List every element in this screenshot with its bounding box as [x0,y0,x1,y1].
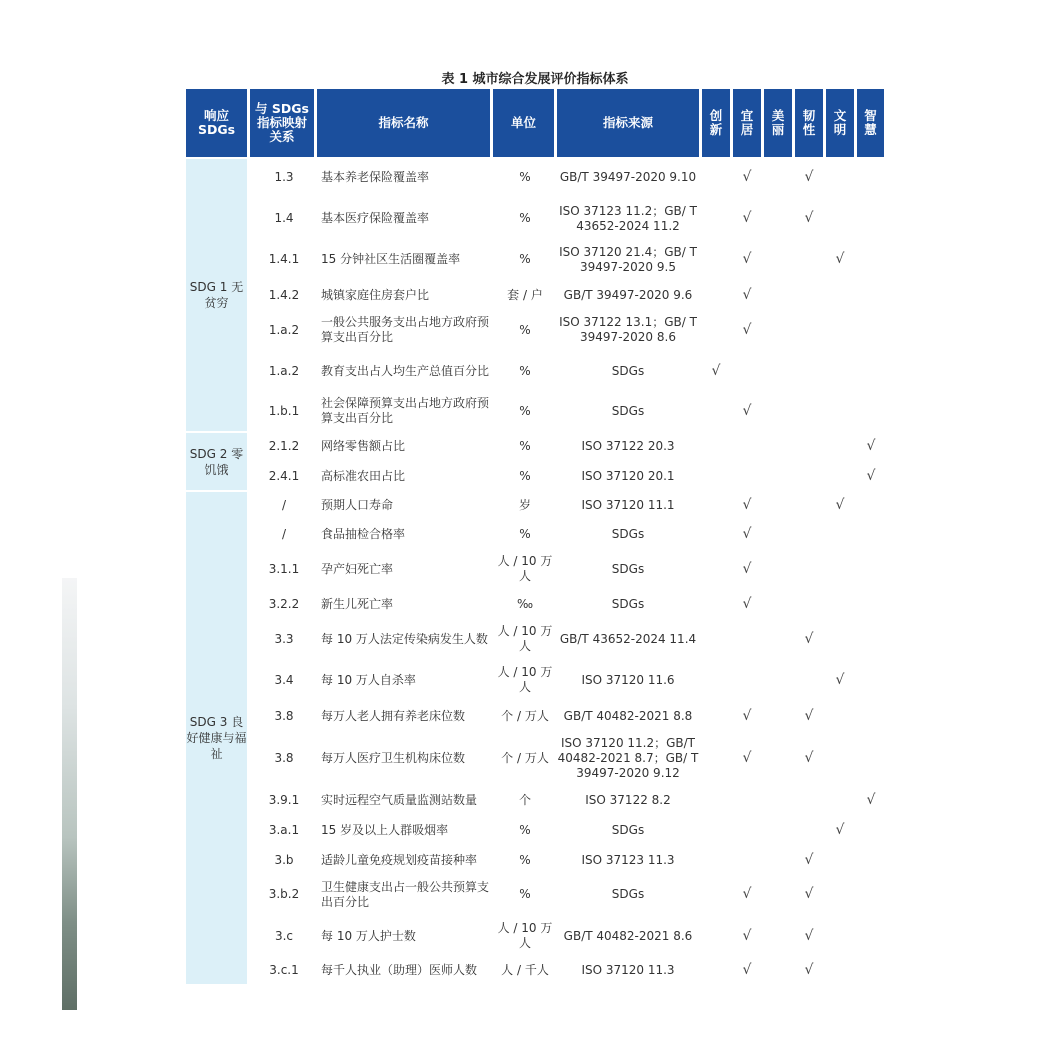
indicator-code [250,550,318,588]
check-mark-icon: √ [866,467,876,484]
indicator-code [250,590,318,618]
indicator-source-text: GB/T 40482-2021 8.8 [563,708,693,723]
indicator-unit-text: 个 / 万人 [501,750,549,765]
check-mark-icon: √ [804,851,814,868]
indicator-code [250,392,318,430]
indicator-name-text: 每万人老人拥有养老床位数 [321,708,466,723]
table-row [0,433,1061,460]
indicator-unit-text: 人 / 10 万人 [497,624,553,653]
indicator-code [250,492,318,518]
header-resilient: 韧性 [795,89,823,157]
indicator-source [557,433,699,460]
indicator-unit-text: 人 / 10 万人 [497,921,553,950]
indicator-unit-text: % [519,439,531,453]
header-indicator-name: 指标名称 [317,89,490,157]
indicator-code-text: 3.3 [274,631,294,646]
indicator-code [250,282,318,308]
indicator-source [557,786,699,814]
check-mark-icon: √ [866,438,876,454]
table-row [0,786,1061,814]
header-innovation: 创新 [702,89,730,157]
indicator-code-text: 3.8 [274,750,294,765]
indicator-unit [496,433,554,460]
indicator-unit [496,702,554,730]
indicator-source-text: SDGs [611,822,645,837]
indicator-code-text: 2.4.1 [268,468,300,483]
table-row [0,590,1061,618]
indicator-unit [496,846,554,874]
indicator-code [250,462,318,490]
check-mark-icon: √ [711,362,721,379]
indicator-source-text: ISO 37120 11.3 [581,963,675,977]
indicator-unit-text: % [519,822,531,837]
indicator-source-text: SDGs [611,887,645,901]
indicator-source [557,874,699,915]
indicator-source [557,816,699,844]
indicator-name [321,917,493,955]
indicator-source-text: SDGs [611,526,645,541]
indicator-unit-text: 人 / 10 万人 [497,554,553,583]
indicator-name-text: 一般公共服务支出占地方政府预算支出百分比 [321,315,490,344]
check-mark-icon: √ [804,749,814,766]
indicator-source-text: SDGs [611,363,645,378]
indicator-name-text: 新生儿死亡率 [321,596,394,611]
indicator-source [557,492,699,518]
indicator-name [321,433,493,460]
table-row [0,282,1061,308]
indicator-code-text: 3.4 [274,672,294,687]
indicator-code-text: / [281,497,287,512]
indicator-code [250,620,318,658]
indicator-code [250,660,318,700]
indicator-name-text: 基本养老保险覆盖率 [321,170,430,184]
indicator-source-text: ISO 37120 11.2；GB/T 40482-2021 8.7；GB/ T 39497-2020 9.12 [557,735,699,780]
indicator-unit [496,392,554,430]
table-row [0,520,1061,548]
indicator-unit [496,660,554,700]
indicator-unit [496,620,554,658]
check-mark-icon: √ [742,749,752,766]
indicator-name [321,846,493,874]
group-sdg2: SDG 2 零饥饿 [186,433,247,490]
indicator-source-text: GB/T 39497-2020 9.10 [559,170,697,184]
check-mark-icon: √ [742,560,752,577]
indicator-code [250,816,318,844]
indicator-name-text: 预期人口寿命 [321,497,394,512]
header-livable: 宜居 [733,89,761,157]
indicator-source [557,241,699,278]
indicator-name [321,702,493,730]
indicator-unit [496,492,554,518]
check-mark-icon: √ [742,962,752,978]
check-mark-icon: √ [835,671,845,688]
check-mark-icon: √ [804,169,814,185]
check-mark-icon: √ [742,169,752,185]
group-sdg1: SDG 1 无贫穷 [186,159,247,431]
indicator-code-text: 3.b.2 [268,887,300,901]
indicator-name [321,550,493,588]
indicator-name [321,282,493,308]
indicator-source [557,917,699,955]
indicator-name-text: 每 10 万人护士数 [321,928,416,943]
table-header [186,89,884,157]
indicator-unit [496,310,554,350]
indicator-name-text: 基本医疗保险覆盖率 [321,211,430,225]
indicator-unit [496,352,554,390]
indicator-source [557,957,699,984]
indicator-source-text: ISO 37122 20.3 [581,439,675,453]
indicator-unit-text: 套 / 户 [507,287,543,302]
indicator-name [321,462,493,490]
indicator-source [557,590,699,618]
check-mark-icon: √ [742,927,752,944]
check-mark-icon: √ [742,525,752,542]
indicator-source-text: ISO 37122 13.1；GB/ T 39497-2020 8.6 [559,315,697,344]
indicator-name-text: 孕产妇死亡率 [321,561,394,576]
indicator-unit [496,874,554,915]
indicator-unit [496,957,554,984]
indicator-code-text: 3.1.1 [268,561,300,576]
indicator-code [250,200,318,237]
indicator-name-text: 适龄儿童免疫规划疫苗接种率 [321,852,478,867]
indicator-code-text: 2.1.2 [268,439,300,453]
indicator-unit-text: 个 / 万人 [501,708,549,723]
indicator-source-text: ISO 37120 11.6 [581,672,675,687]
indicator-unit-text: ‰ [516,596,534,611]
table-row [0,492,1061,518]
indicator-source-text: GB/T 40482-2021 8.6 [563,928,693,943]
indicator-name [321,200,493,237]
indicator-code [250,159,318,196]
indicator-code-text: / [281,526,287,541]
indicator-source [557,620,699,658]
indicator-name-text: 每 10 万人自杀率 [321,672,416,687]
indicator-code [250,786,318,814]
indicator-source [557,352,699,390]
indicator-unit [496,200,554,237]
indicator-unit-text: % [519,403,531,418]
indicator-code-text: 3.b [274,852,294,867]
indicator-code [250,352,318,390]
indicator-source-text: ISO 37120 20.1 [581,468,675,483]
indicator-name-text: 实时远程空气质量监测站数量 [321,792,478,807]
table-row [0,702,1061,730]
indicator-code-text: 3.2.2 [268,596,300,611]
check-mark-icon: √ [742,886,752,902]
indicator-unit [496,732,554,784]
check-mark-icon: √ [804,210,814,226]
check-mark-icon: √ [742,402,752,419]
header-mapping: 与 SDGs 指标映射 关系 [250,89,314,157]
table-row [0,917,1061,955]
header-unit: 单位 [493,89,554,157]
check-mark-icon: √ [804,630,814,647]
header-source: 指标来源 [557,89,699,157]
header-response-sdgs: 响应 SDGs [186,89,247,157]
table-row [0,846,1061,874]
table-row [0,874,1061,915]
indicator-source-text: ISO 37120 11.1 [581,497,675,512]
check-mark-icon: √ [835,251,845,267]
table-caption: 表 1 城市综合发展评价指标体系 [441,72,629,87]
indicator-code-text: 3.9.1 [268,792,300,807]
indicator-code-text: 1.4 [274,211,294,225]
table-row [0,310,1061,350]
indicator-code [250,917,318,955]
table-row [0,816,1061,844]
indicator-name [321,816,493,844]
indicator-unit-text: % [519,322,531,337]
indicator-source [557,282,699,308]
check-mark-icon: √ [835,496,845,513]
indicator-code [250,874,318,915]
indicator-source [557,660,699,700]
indicator-name-text: 网络零售额占比 [321,439,406,453]
indicator-name-text: 城镇家庭住房套户比 [321,287,430,302]
indicator-unit-text: % [519,252,531,266]
check-mark-icon: √ [804,707,814,724]
check-mark-icon: √ [804,962,814,978]
indicator-name-text: 卫生健康支出占一般公共预算支出百分比 [321,879,490,909]
indicator-name [321,492,493,518]
indicator-name [321,620,493,658]
indicator-name [321,874,493,915]
indicator-source [557,846,699,874]
indicator-source [557,392,699,430]
indicator-code [250,957,318,984]
indicator-name-text: 每万人医疗卫生机构床位数 [321,750,466,765]
table-row [0,732,1061,784]
group-sdg3: SDG 3 良好健康与福祉 [186,492,247,984]
indicator-unit-text: 人 / 千人 [501,963,549,977]
indicator-unit [496,520,554,548]
indicator-unit-text: 岁 [518,497,531,512]
indicator-unit-text: % [519,363,531,378]
indicator-code-text: 1.3 [274,170,294,184]
table-row [0,660,1061,700]
indicator-unit [496,550,554,588]
indicator-unit [496,241,554,278]
indicator-unit-text: % [519,468,531,483]
check-mark-icon: √ [742,595,752,612]
indicator-name-text: 高标准农田占比 [321,468,406,483]
check-mark-icon: √ [804,886,814,902]
indicator-code-text: 1.b.1 [268,403,300,418]
table-row [0,392,1061,430]
indicator-code-text: 3.c [274,928,294,943]
indicator-source [557,732,699,784]
indicator-source-text: ISO 37123 11.3 [581,852,675,867]
indicator-source-text: SDGs [611,561,645,576]
indicator-unit [496,917,554,955]
header-civilized: 文明 [826,89,854,157]
indicator-name-text: 15 分钟社区生活圈覆盖率 [321,252,461,266]
indicator-name [321,392,493,430]
indicator-name-text: 每千人执业（助理）医师人数 [321,963,478,977]
indicator-name [321,660,493,700]
indicator-code [250,433,318,460]
indicator-code-text: 1.a.2 [268,363,300,378]
indicator-source [557,200,699,237]
indicator-source-text: GB/T 43652-2024 11.4 [559,631,697,646]
indicator-name [321,310,493,350]
header-smart: 智慧 [857,89,884,157]
check-mark-icon: √ [742,321,752,338]
indicator-source [557,462,699,490]
indicator-source-text: GB/T 39497-2020 9.6 [563,287,693,302]
indicator-unit [496,159,554,196]
indicator-name [321,590,493,618]
table-row [0,462,1061,490]
check-mark-icon: √ [742,496,752,513]
indicator-unit [496,590,554,618]
table-row [0,241,1061,278]
indicator-code [250,846,318,874]
indicator-name [321,159,493,196]
indicator-unit-text: % [519,170,531,184]
indicator-name [321,241,493,278]
indicator-unit-text: % [519,887,531,901]
indicator-unit-text: % [519,526,531,541]
indicator-code [250,702,318,730]
indicator-name-text: 每 10 万人法定传染病发生人数 [321,631,488,646]
indicator-source-text: ISO 37120 21.4；GB/ T 39497-2020 9.5 [559,244,697,274]
indicator-name [321,957,493,984]
indicator-source [557,550,699,588]
indicator-unit-text: 个 [518,792,531,807]
indicator-unit [496,282,554,308]
check-mark-icon: √ [742,707,752,724]
table-row [0,159,1061,196]
check-mark-icon: √ [742,286,752,303]
indicator-unit-text: 人 / 10 万人 [497,665,553,694]
check-mark-icon: √ [835,821,845,838]
header-beautiful: 美丽 [764,89,792,157]
indicator-code-text: 3.8 [274,708,294,723]
indicator-source-text: ISO 37122 8.2 [585,792,671,807]
check-mark-icon: √ [866,791,876,808]
indicator-source [557,310,699,350]
indicator-unit [496,786,554,814]
table-row [0,352,1061,390]
indicator-code [250,310,318,350]
indicator-code [250,732,318,784]
indicator-unit [496,462,554,490]
indicator-source-text: SDGs [611,403,645,418]
indicator-source [557,702,699,730]
table-row [0,550,1061,588]
indicator-code-text: 3.c.1 [269,963,299,977]
indicator-name [321,352,493,390]
indicator-unit-text: % [519,852,531,867]
indicator-name-text: 社会保障预算支出占地方政府预算支出百分比 [321,396,490,425]
table-row [0,200,1061,237]
indicator-source [557,520,699,548]
check-mark-icon: √ [804,927,814,944]
indicator-code-text: 3.a.1 [268,822,300,837]
check-mark-icon: √ [742,210,752,226]
indicator-code-text: 1.a.2 [268,322,300,337]
indicator-name-text: 教育支出占人均生产总值百分比 [321,363,490,378]
indicator-name [321,786,493,814]
indicator-code [250,241,318,278]
indicator-source-text: ISO 37123 11.2；GB/ T 43652-2024 11.2 [559,203,697,233]
table-row [0,620,1061,658]
indicator-name [321,520,493,548]
indicator-name [321,732,493,784]
check-mark-icon: √ [742,251,752,267]
table-row [0,957,1061,984]
indicator-code-text: 1.4.1 [268,252,300,266]
indicator-source-text: SDGs [611,596,645,611]
indicator-name-text: 15 岁及以上人群吸烟率 [321,822,449,837]
indicator-name-text: 食品抽检合格率 [321,526,406,541]
indicator-code-text: 1.4.2 [268,287,300,302]
indicator-unit-text: % [519,211,531,225]
indicator-unit [496,816,554,844]
indicator-code [250,520,318,548]
indicator-source [557,159,699,196]
